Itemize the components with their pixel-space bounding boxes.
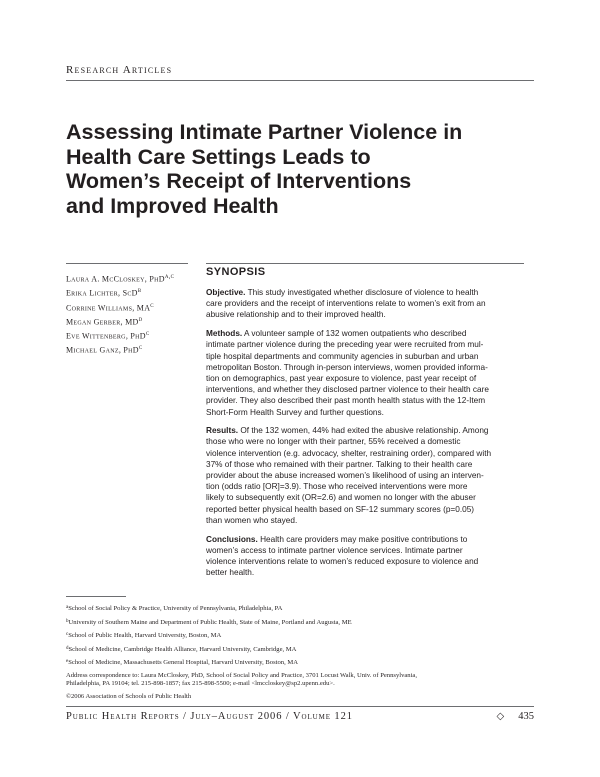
title-line: Health Care Settings Leads to — [66, 144, 371, 169]
author: Michael Ganz, PhD$^c$ — [66, 344, 143, 355]
affiliation-footnote: $^d$School of Medicine, Cambridge Health Alliance, Harvard University, Cambridge, MA — [66, 645, 297, 653]
affiliation-footnote: $^b$University of Southern Maine and Department of Public Health, State of Maine, Portland and Augusta, ME — [66, 618, 352, 626]
objective-label: Objective. — [206, 288, 246, 297]
methods-label: Methods. — [206, 329, 243, 339]
results-label: Results. — [206, 426, 239, 436]
author: Corrine Williams, $MA^c$ — [66, 301, 154, 313]
affiliation-footnote: $^a$School of Social Policy & Practice, University of Pennsylvania, Philadelphia, PA — [66, 605, 283, 612]
synopsis-heading: SYNOPSIS — [206, 266, 266, 278]
page-number: 435 — [518, 711, 534, 722]
affiliation-footnote: $^e$School of Medicine, Massachusetts General Hospital, Harvard University, Boston, MA — [66, 659, 298, 667]
author: Laura A. McCloskey, PhD$^{a,c}$ — [66, 273, 175, 284]
synopsis — [206, 265, 526, 586]
top-rule — [66, 80, 534, 81]
author: Megan Gerber, $MD^d$ — [66, 315, 143, 327]
title-line: and Improved Health — [66, 193, 279, 218]
title-line: Assessing Intimate Partner Violence in — [66, 120, 463, 144]
author: Eve Wittenberg, PhD$^c$ — [66, 330, 150, 341]
article-title — [66, 120, 526, 218]
bottom-rule — [66, 706, 534, 707]
footnotes — [66, 604, 536, 705]
diamond-icon: ◇ — [496, 711, 505, 722]
page-footer — [66, 711, 534, 722]
author-rule — [66, 263, 188, 264]
methods-paragraph: Methods. A volunteer sample of 132 women outpatients who described intimate partner violence during the preceding year were recruited from mul- tiple hospital departments and community agencies in suburban and urban metropolitan Boston. Through in-person interviews, women provided informa- tion on demographics, past year exposure to violence, past year receipt of interventions, and whether they disclosed partner violence to their health care provider. They also described their past month health status with the 12-Item Short-Form Health Survey and further questions. — [206, 329, 489, 417]
conclusions-label: Conclusions. — [206, 534, 258, 544]
journal-citation: Public Health Reports / July–August 2006 / Volume 121 — [66, 711, 353, 722]
objective-paragraph: Objective. This study investigated whether disclosure of violence to health care providers and the receipt of interventions relate to women’s exit from an abusive relationship and to their improved health. — [206, 288, 486, 320]
correspondence-address: Philadelphia, PA 19104; tel. 215-898-1857; fax 215-898-5500; e-mail <lmccloskey@sp2.upenn.edu>. — [66, 679, 335, 687]
correspondence-address: Address correspondence to: Laura McCloskey, PhD, School of Social Policy and Practice, 3701 Locust Walk, Univ. of Pennsylvania, — [66, 671, 418, 679]
copyright-notice: ©2006 Association of Schools of Public Health — [66, 692, 192, 700]
author: Erika Lichter, ScD$^b$ — [66, 287, 142, 298]
title-line: Women’s Receipt of Interventions — [66, 169, 412, 193]
author-list — [66, 271, 201, 357]
footnote-rule — [66, 596, 126, 597]
conclusions-paragraph: Conclusions. Health care providers may make positive contributions to women’s access to intimate partner violence services. Intimate partner violence interventions relate to women’s reduced exposure to violence and better health. — [206, 534, 479, 578]
running-head: Research Articles — [66, 64, 173, 76]
page-number-block — [497, 711, 534, 722]
results-paragraph: Results. Of the 132 women, 44% had exited the abusive relationship. Among those who were no longer with their partner, 55% received a domestic violence intervention (e.g. advocacy, shelter, restraining order), compared with 37% of those who remained with their partner. Talking to their health care provider about the abuse increased women’s likelihood of using an interven- tion (odds ratio [OR]=3.9). Those who received interventions were more likely to subsequently exit (OR=2.6) and women no longer with the abuser reported better physical health based on SF-12 summary scores (p=0.05) than women who stayed. — [206, 426, 492, 525]
affiliation-footnote: $^c$School of Public Health, Harvard University, Boston, MA — [66, 632, 222, 640]
synopsis-rule — [206, 263, 524, 264]
